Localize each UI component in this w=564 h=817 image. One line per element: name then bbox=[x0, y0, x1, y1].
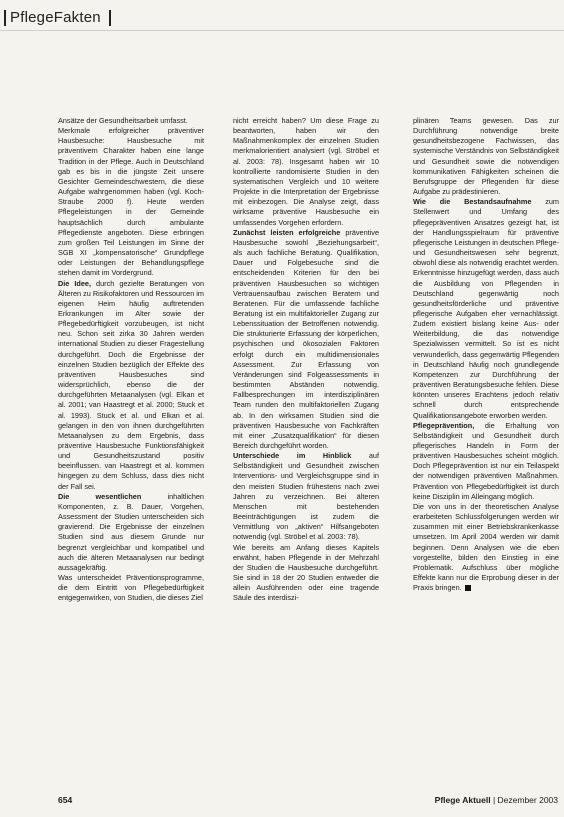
paragraph-lead: Unterschiede im Hinblick bbox=[233, 451, 352, 461]
paragraph bbox=[58, 116, 204, 126]
paragraph bbox=[233, 451, 379, 542]
paragraph bbox=[413, 116, 559, 197]
paragraph-text: präventive Hausbesuche sowohl „Beziehungsarbeit“, als auch fachliche Beratung. Qualifikation, Dauer und Folgebesuche sind die entscheidenden Kriterien für den bei präventiven Hausbesuchen so wichtigen Vertrauensaufbau zwischen Beratern und Beratenen. Für die umfassende fachliche Beratung ist ein multifaktorieller Zugang zur Lebenssituation der Betroffenen notwendig. Die strukturierte Erfassung der körperlichen, psychischen und ökosozialen Faktoren erfolgt durch ein multidimensionales Assessment. Zur Erfassung von Veränderungen sind Folgeassessments in bestimmten Abständen notwendig. Fallbesprechungen im interdisziplinären Team runden den multifaktoriellen Zugang ab. In den wirksamen Studien sind die präventiven Hausbesuche von Fachkräften mit einer „Zusatzqualifikation“ für diesen Bereich durchgeführt worden. bbox=[233, 227, 379, 450]
paragraph bbox=[413, 421, 559, 502]
footer-publication bbox=[435, 795, 558, 805]
section-header bbox=[4, 8, 111, 28]
paragraph bbox=[233, 228, 379, 451]
paragraph-text: inhaltlichen Komponenten, z. B. Dauer, Vorgehen, Assessment der Studien unterscheiden sich gravierend. Die Ergebnisse der einzelnen Studien sind aus diesem Grunde nur begrenzt vergleichbar und kompatibel und auch die älteren Metaanalysen nur bedingt aussagekräftig. bbox=[58, 491, 204, 572]
paragraph bbox=[58, 279, 204, 492]
paragraph-text: Wie bereits am Anfang dieses Kapitels erwähnt, haben Pflegende in der Mehrzahl der Studien die Hausbesuche durchgeführt. Sie sind in 18 der 20 Studien entweder die allein Ausführenden oder eine tragende Säule des interdiszi- bbox=[233, 542, 379, 603]
paragraph-lead: Zunächst leisten erfolgreiche bbox=[233, 227, 341, 237]
paragraph bbox=[58, 126, 204, 278]
paragraph bbox=[233, 543, 379, 604]
paragraph-text: Ansätze der Gesundheitsarbeit umfasst. bbox=[58, 116, 188, 125]
paragraph-text: zum Stellenwert und Umfang des pflegepräventiven Ansatzes gezeigt hat, ist der Handlungsspielraum für präventive pflegerische Leistungen in deutschen Pflege- und Gesundheitswesen sehr begrenzt, obwohl diese als notwendig erachtet werden. Erkenntnisse hinzugefügt werden, dass auch die Ausbildung von Pflegenden in Deutschland gegenwärtig noch gesundheitsförderliche und präventive pflegerische Aufgaben eher vernachlässigt. Zudem existiert bislang keine Aus- oder Weiterbildung, die das notwendige Spezialwissen vermittelt. So ist es nicht verwunderlich, dass gegenwärtig Pflegenden in Deutschland häufig noch grundlegende Kompetenzen zur Durchführung der präventiven Beratungsbesuche fehlen. Diese könnten unseres Erachtens jedoch relativ schnell durch entsprechende Qualifikationsangebote erworben werden. bbox=[413, 197, 559, 420]
page-number: 654 bbox=[58, 795, 73, 805]
paragraph-text: Was unterscheidet Präventionsprogramme, die dem Eintritt von Pflegebedürftigkeit entgegenwirken, von Studien, die dieses Ziel bbox=[58, 573, 204, 603]
text-column-2 bbox=[233, 116, 379, 776]
issue-separator: | bbox=[492, 795, 498, 805]
paragraph-text: Merkmale erfolgreicher präventiver Hausbesuche: Hausbesuche mit präventivem Charakter haben eine lange Tradition in der Pflege. Auch in Deutschland gab es bis in die jüngste Zeit unsere Gesichter Gemeindeschwestern, die diese Aufgabe wahrgenommen haben (vgl. Koch-Straube 2000 f). Heute werden Pflegeleistungen in der Gemeinde hauptsächlich durch ambulante Pflegedienste angeboten. Diese erbringen zum großen Teil Leistungen im Sinne der SGB XI „kompensatorische“ Grundpflege oder Leistungen der Behandlungspflege stehen damit im Vordergrund. bbox=[58, 126, 204, 278]
paragraph bbox=[413, 197, 559, 420]
paragraph-text: durch gezielte Beratungen von Älteren zu Risikofaktoren und Ressourcen im eigenen Heim häufig auftretenden Erkrankungen im Alter sowie der Pflegebedürftigkeit vorzubeugen, ist nicht neu. Schon seit zirka 30 Jahren werden international Studien zu dieser Fragestellung durchgeführt. Doch die Ergebnisse der einzelnen Studien bezüglich der Effekte des präventiven Hausbesuches sind widersprüchlich, ebenso die der durchgeführten Metaanalysen (vgl. Elkan et al. 2001; van Haastregt et al. 2000; Stuck et al. 1993). Stuck et al. und Elkan et al. gelangen in den von ihnen durchgeführten Metaanalysen zu dem Ergebnis, dass präventive Hausbesuche Funktionsfähigkeit und Gesundheitszustand positiv beeinflussen. van Haastregt et al. kommen hingegen zu dem Schluss, dass dies nicht der Fall sei. bbox=[58, 278, 204, 491]
paragraph-text: nicht erreicht haben? Um diese Frage zu beantworten, haben wir den Maßnahmenkomplex der einzelnen Studien merkmalorientiert analysiert (vgl. Ströbel et al. 2003: 78). Insgesamt haben wir 10 kontrollierte randomisierte Studien in den systematischen Vergleich und 10 weitere Projekte in die Interpretation der Ergebnisse mit einbezogen. Die Analyse zeigt, dass wirksame präventive Hausbesuche ein umfassendes Vorgehen erfordern. bbox=[233, 116, 379, 227]
header-rule bbox=[0, 30, 564, 31]
paragraph-lead: Wie die Bestandsaufnahme bbox=[413, 197, 532, 207]
issue-date: Dezember 2003 bbox=[497, 795, 558, 805]
paragraph bbox=[58, 573, 204, 603]
paragraph-text: auf Selbständigkeit und Gesundheit zwischen Interventions- und Vergleichsgruppe sind in den meisten Studien frühestens nach zwei Jahren zu verzeichnen. Bei älteren Menschen mit bestehenden Beeinträchtigungen ist zudem die Vermittlung von „aktiven“ Hilfsangeboten notwendig (vgl. Ströbel et al. 2003: 78). bbox=[233, 451, 379, 542]
paragraph-text: plinären Teams gewesen. Das zur Durchführung notwendige breite gesundheitsbezogene Fachwissen, das systemische Verständnis von Selbständigkeit und Gesundheit sowie die notwendigen kommunikativen Fähigkeiten scheinen die Berufsgruppe der Pflegenden für diese Aufgabe zu prädestinieren. bbox=[413, 116, 559, 197]
text-column-3 bbox=[413, 116, 559, 776]
paragraph-text: Die von uns in der theoretischen Analyse erarbeiteten Schlussfolgerungen werden wir zusammen mit einer Betriebskrankenkasse umsetzen. Im April 2004 werden wir damit beginnen. Denn Analysen wie die eben vorgestellte, bilden den Einstieg in eine Problematik. Aufschluss über mögliche Effekte kann nur die Erprobung dieser in der Praxis bringen. bbox=[413, 501, 559, 593]
end-of-article-mark bbox=[465, 585, 471, 591]
paragraph bbox=[58, 492, 204, 573]
paragraph bbox=[233, 116, 379, 228]
paragraph-lead: Die Idee, bbox=[58, 278, 92, 288]
section-title: PflegeFakten bbox=[4, 10, 101, 26]
header-bar bbox=[109, 10, 111, 26]
paragraph bbox=[413, 502, 559, 593]
text-column-1 bbox=[58, 116, 204, 776]
paragraph-text: die Erhaltung von Selbständigkeit und Gesundheit durch pflegerisches Handeln in Form der präventiven Hausbesuches scheint möglich. Doch Pflegeprävention ist nur ein Teilaspekt der notwendigen präventiven Maßnahmen. Prävention von Pflegebedürftigkeit ist durch keine Disziplin im Alleingang möglich. bbox=[413, 420, 559, 501]
paragraph-lead: Pflegeprävention, bbox=[413, 420, 475, 430]
paragraph-lead: Die wesentlichen bbox=[58, 491, 142, 501]
magazine-name: Pflege Aktuell bbox=[434, 795, 491, 805]
